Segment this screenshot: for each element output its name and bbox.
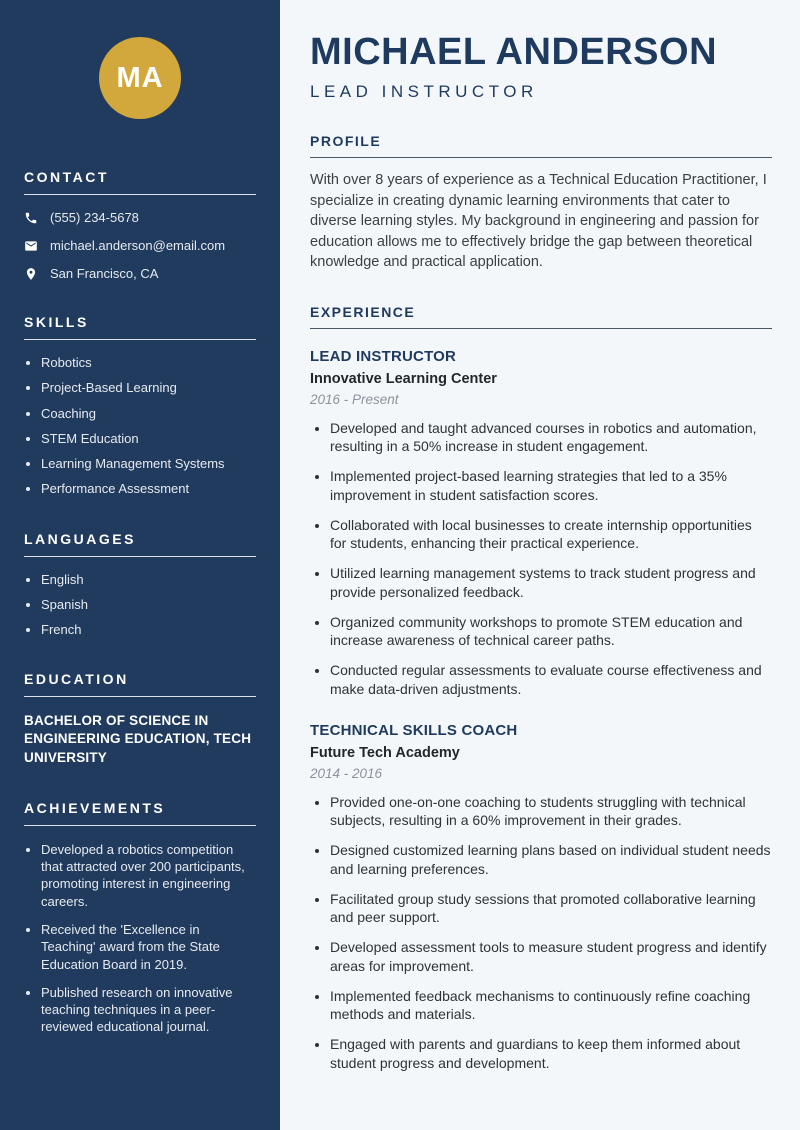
job-dates: 2016 - Present xyxy=(310,391,399,407)
contact-section xyxy=(24,169,256,281)
achievement-item: • Received the 'Excellence in Teaching' award from the State Education Board in 2019. xyxy=(41,921,256,973)
education-degree: BACHELOR OF SCIENCE IN ENGINEERING EDUCATION, TECH UNIVERSITY xyxy=(24,713,252,765)
languages-list xyxy=(24,572,256,639)
achievement-item: • Published research on innovative teaching techniques in a peer-reviewed educational journal. xyxy=(41,984,256,1036)
person-title: LEAD INSTRUCTOR xyxy=(310,82,538,101)
skills-section xyxy=(24,314,256,498)
job-entry-technical-skills-coach xyxy=(310,722,772,1072)
job-bullet: • Developed and taught advanced courses in robotics and automation, resulting in a 50% increase in student engagement. xyxy=(330,419,772,456)
language-item: • English xyxy=(41,572,256,588)
achievements-heading: ACHIEVEMENTS xyxy=(24,800,256,826)
skill-item: • Learning Management Systems xyxy=(41,456,256,472)
profile-text: With over 8 years of experience as a Technical Education Practitioner, I specialize in creating dynamic learning environments that cater to diverse learning styles. My background in engineering and passion for education allows me to effectively bridge the gap between theoretical knowledge and practical application. xyxy=(310,172,767,271)
location-value: San Francisco, CA xyxy=(50,266,159,281)
job-dates: 2014 - 2016 xyxy=(310,766,383,782)
job-bullets xyxy=(310,419,772,698)
education-heading: EDUCATION xyxy=(24,671,256,697)
job-company: Future Tech Academy xyxy=(310,745,460,762)
sidebar xyxy=(0,0,280,1130)
achievements-section xyxy=(24,800,256,1036)
job-role: TECHNICAL SKILLS COACH xyxy=(310,722,518,740)
achievement-item: • Developed a robotics competition that attracted over 200 participants, promoting interest in engineering careers. xyxy=(41,841,256,910)
education-section xyxy=(24,671,256,767)
profile-heading: PROFILE xyxy=(310,133,772,158)
achievements-list xyxy=(24,841,256,1036)
main-content xyxy=(280,0,800,1130)
skill-item: • Robotics xyxy=(41,355,256,371)
language-item: • Spanish xyxy=(41,597,256,613)
job-bullet: • Utilized learning management systems to track student progress and provide personalized feedback. xyxy=(330,564,772,601)
contact-location-row xyxy=(24,266,256,281)
job-company: Innovative Learning Center xyxy=(310,370,497,387)
skills-heading: SKILLS xyxy=(24,314,256,340)
job-bullet: • Designed customized learning plans based on individual student needs and learning preferences. xyxy=(330,841,772,878)
phone-icon xyxy=(24,211,38,225)
skill-item: • STEM Education xyxy=(41,431,256,447)
email-value: michael.anderson@email.com xyxy=(50,238,226,253)
phone-value: (555) 234-5678 xyxy=(50,210,139,225)
job-bullets xyxy=(310,793,772,1072)
skills-list xyxy=(24,355,256,498)
job-bullet: • Implemented project-based learning strategies that led to a 35% improvement in student satisfaction scores. xyxy=(330,467,772,504)
skill-item: • Project-Based Learning xyxy=(41,380,256,396)
job-bullet: • Collaborated with local businesses to create internship opportunities for students, enhancing their practical experience. xyxy=(330,516,772,553)
job-role: LEAD INSTRUCTOR xyxy=(310,347,457,365)
job-bullet: • Developed assessment tools to measure student progress and identify areas for improvement. xyxy=(330,938,772,975)
experience-heading: EXPERIENCE xyxy=(310,304,772,329)
skill-item: • Performance Assessment xyxy=(41,481,256,497)
person-name: MICHAEL ANDERSON xyxy=(310,31,718,73)
contact-email-row xyxy=(24,238,256,253)
job-bullet: • Engaged with parents and guardians to keep them informed about student progress and development. xyxy=(330,1035,772,1072)
job-bullet: • Implemented feedback mechanisms to continuously refine coaching methods and materials. xyxy=(330,987,772,1024)
email-icon xyxy=(24,239,38,253)
avatar-initials: MA xyxy=(116,61,164,94)
job-bullet: • Conducted regular assessments to evaluate course effectiveness and make data-driven adjustments. xyxy=(330,661,772,698)
location-icon xyxy=(24,267,38,281)
language-item: • French xyxy=(41,622,256,638)
job-bullet: • Organized community workshops to promote STEM education and increase awareness of technical career paths. xyxy=(330,613,772,650)
job-bullet: • Provided one-on-one coaching to students struggling with technical subjects, resulting in a 60% improvement in their grades. xyxy=(330,793,772,830)
job-entry-lead-instructor xyxy=(310,348,772,698)
avatar xyxy=(99,37,181,119)
skill-item: • Coaching xyxy=(41,406,256,422)
contact-heading: CONTACT xyxy=(24,169,256,195)
job-bullet: • Facilitated group study sessions that promoted collaborative learning and peer support. xyxy=(330,890,772,927)
contact-phone-row xyxy=(24,210,256,225)
languages-section xyxy=(24,531,256,639)
languages-heading: LANGUAGES xyxy=(24,531,256,557)
